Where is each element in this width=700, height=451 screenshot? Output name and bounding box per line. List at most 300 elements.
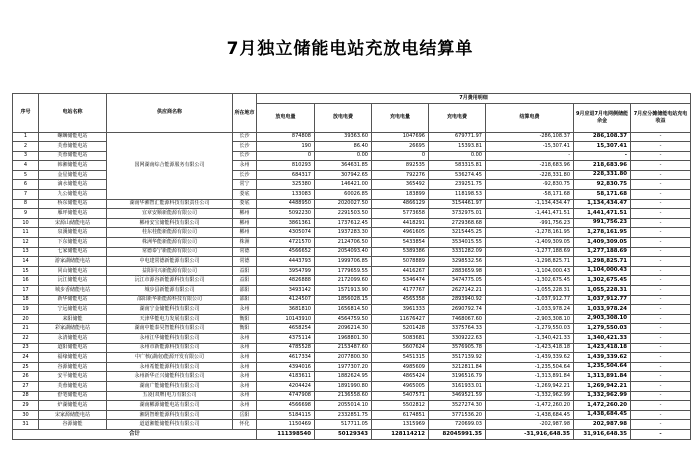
cell-share: - <box>631 333 691 343</box>
cell-station: 宋源山储能电站 <box>39 218 107 228</box>
header-share: 7月应分摊储能电站充电收益 <box>631 103 691 132</box>
cell-share: - <box>631 170 691 180</box>
cell-charge-qty: 5502812 <box>372 401 429 411</box>
cell-charge-qty: 4985609 <box>372 362 429 372</box>
cell-charge-qty: 1047696 <box>372 132 429 142</box>
cell-discharge-qty: 874808 <box>257 132 315 142</box>
cell-share: - <box>631 324 691 334</box>
header-net-fee: 结算电费 <box>486 103 574 132</box>
cell-charge-qty: 5451315 <box>372 353 429 363</box>
header-charge-fee: 充电电费 <box>429 103 486 132</box>
table-row <box>13 333 691 343</box>
cell-share: - <box>631 401 691 411</box>
cell-charge-fee: 3534015.55 <box>429 238 486 248</box>
cell-discharge-fee: 2020027.50 <box>315 199 372 209</box>
cell-seq: 23 <box>13 343 39 353</box>
cell-charge-fee: 2893940.92 <box>429 295 486 305</box>
cell-supplier: 五凌(双牌)电力有限公司 <box>107 391 233 401</box>
cell-net-fee: -1,037,912.77 <box>486 295 574 305</box>
cell-city: 永州 <box>233 333 257 343</box>
cell-city: 永州 <box>233 391 257 401</box>
table-row <box>13 381 691 391</box>
cell-seq: 29 <box>13 401 39 411</box>
cell-charge-qty: 792276 <box>372 170 429 180</box>
cell-station: 同山储能电站 <box>39 266 107 276</box>
cell-seq: 28 <box>13 391 39 401</box>
cell-charge-fee: 2883659.98 <box>429 266 486 276</box>
cell-city: 永州 <box>233 372 257 382</box>
cell-charge-fee: 7468067.60 <box>429 314 486 324</box>
cell-share: - <box>631 180 691 190</box>
cell-net-fee: -1,441,471.51 <box>486 209 574 219</box>
cell-charge-fee: 3375764.33 <box>429 324 486 334</box>
cell-charge-qty: 5083681 <box>372 333 429 343</box>
cell-payable: 228,331.80 <box>574 170 631 180</box>
cell-charge-fee: 3154461.97 <box>429 199 486 209</box>
cell-net-fee: -1,439,339.62 <box>486 353 574 363</box>
cell-supplier: 株洲华能新能源有限公司 <box>107 238 233 248</box>
cell-city: 永州 <box>233 362 257 372</box>
total-label: 合计 <box>13 429 257 439</box>
cell-seq: 19 <box>13 305 39 315</box>
cell-net-fee: -15,307.41 <box>486 142 574 152</box>
table-row <box>13 314 691 324</box>
cell-net-fee: -218,683.96 <box>486 161 574 171</box>
cell-share: - <box>631 286 691 296</box>
cell-supplier: 湖南广能储能科技有限公司 <box>107 381 233 391</box>
cell-charge-fee: 3771536.20 <box>429 410 486 420</box>
cell-net-fee: -991,756.23 <box>486 218 574 228</box>
cell-seq: 13 <box>13 247 39 257</box>
cell-discharge-qty: 4826888 <box>257 276 315 286</box>
cell-charge-qty: 5607624 <box>372 343 429 353</box>
cell-payable: 1,235,504.64 <box>574 362 631 372</box>
table-row <box>13 132 691 142</box>
cell-city: 邵阳 <box>233 286 257 296</box>
cell-seq: 8 <box>13 199 39 209</box>
cell-supplier: 湖南华湘智汇能源科技有限责任公司 <box>107 199 233 209</box>
cell-seq: 20 <box>13 314 39 324</box>
header-city: 所在地市 <box>233 94 257 133</box>
cell-share: - <box>631 151 691 161</box>
cell-share: - <box>631 276 691 286</box>
cell-city: 永州 <box>233 401 257 411</box>
cell-city: 益阳 <box>233 276 257 286</box>
header-seq: 序号 <box>13 94 39 133</box>
cell-discharge-qty: 4566698 <box>257 401 315 411</box>
cell-share: - <box>631 362 691 372</box>
cell-discharge-qty: 4785528 <box>257 343 315 353</box>
cell-station: 游家湖储能电站 <box>39 257 107 267</box>
cell-supplier: 益阳同兴新能源有限公司 <box>107 266 233 276</box>
table-row <box>13 247 691 257</box>
cell-payable: 1,441,471.51 <box>574 209 631 219</box>
cell-seq: 15 <box>13 266 39 276</box>
cell-net-fee: -286,108.37 <box>486 132 574 142</box>
cell-net-fee: -1,313,891.84 <box>486 372 574 382</box>
cell-discharge-qty: 4204424 <box>257 381 315 391</box>
cell-station: 彩家湖储能电站 <box>39 324 107 334</box>
cell-city: 常德 <box>233 257 257 267</box>
cell-share: - <box>631 410 691 420</box>
cell-payable: 1,340,421.33 <box>574 333 631 343</box>
table-row <box>13 218 691 228</box>
cell-discharge-qty: 4566652 <box>257 247 315 257</box>
cell-station: 七家储能电站 <box>39 247 107 257</box>
cell-city: 邵阳 <box>233 295 257 305</box>
cell-supplier: 永州江华储能科技有限公司 <box>107 333 233 343</box>
cell-discharge-fee: 1891990.80 <box>315 381 372 391</box>
cell-station: 炉湖储能电站 <box>39 401 107 411</box>
table-body <box>13 132 691 429</box>
cell-supplier: 中电建常德新能源有限公司 <box>107 257 233 267</box>
cell-city: 娄底 <box>233 199 257 209</box>
header-charge-qty: 充电电量 <box>372 103 429 132</box>
cell-station: 芙蓉储能电站 <box>39 142 107 152</box>
cell-city: 永州 <box>233 305 257 315</box>
cell-charge-qty: 5201428 <box>372 324 429 334</box>
cell-discharge-qty: 3861361 <box>257 218 315 228</box>
cell-net-fee: - <box>486 151 574 161</box>
cell-discharge-qty: 4747908 <box>257 391 315 401</box>
cell-seq: 14 <box>13 257 39 267</box>
table-row <box>13 410 691 420</box>
cell-seq: 30 <box>13 410 39 420</box>
cell-city: 长沙 <box>233 142 257 152</box>
table-row <box>13 391 691 401</box>
table-row <box>13 228 691 238</box>
cell-share: - <box>631 142 691 152</box>
cell-station: 芙蓉储能电站 <box>39 151 107 161</box>
cell-charge-fee: 118198.53 <box>429 190 486 200</box>
cell-net-fee: -1,409,309.05 <box>486 238 574 248</box>
cell-seq: 27 <box>13 381 39 391</box>
cell-discharge-qty: 190 <box>257 142 315 152</box>
cell-share: - <box>631 228 691 238</box>
cell-supplier: 湖南郴源储能电站有限公司 <box>107 401 233 411</box>
cell-payable: 1,409,309.05 <box>574 238 631 248</box>
cell-charge-fee: 2729368.68 <box>429 218 486 228</box>
cell-charge-qty: 5078889 <box>372 257 429 267</box>
cell-seq: 26 <box>13 372 39 382</box>
cell-city: 常德 <box>233 247 257 257</box>
cell-payable: 218,683.96 <box>574 161 631 171</box>
cell-charge-fee: 2690792.74 <box>429 305 486 315</box>
cell-net-fee: -202,987.98 <box>486 420 574 430</box>
cell-station: 沅江储能电站 <box>39 276 107 286</box>
header-supplier: 供应商名称 <box>107 94 233 133</box>
cell-net-fee: -1,302,675.45 <box>486 276 574 286</box>
cell-discharge-fee: 1937283.30 <box>315 228 372 238</box>
cell-seq: 9 <box>13 209 39 219</box>
cell-discharge-fee: 39363.60 <box>315 132 372 142</box>
cell-discharge-qty: 4305074 <box>257 228 315 238</box>
cell-payable: 286,108.37 <box>574 132 631 142</box>
cell-city: 长沙 <box>233 132 257 142</box>
cell-payable: 1,332,962.99 <box>574 391 631 401</box>
cell-seq: 6 <box>13 180 39 190</box>
cell-discharge-fee: 2124706.50 <box>315 238 372 248</box>
cell-payable: 1,037,912.77 <box>574 295 631 305</box>
cell-discharge-fee: 364631.85 <box>315 161 372 171</box>
cell-seq: 12 <box>13 238 39 248</box>
table-row <box>13 343 691 353</box>
cell-charge-qty: 4177767 <box>372 286 429 296</box>
cell-discharge-fee: 307942.65 <box>315 170 372 180</box>
cell-charge-fee: 3732975.01 <box>429 209 486 219</box>
cell-discharge-fee: 2291503.50 <box>315 209 372 219</box>
cell-charge-qty: 5389386 <box>372 247 429 257</box>
cell-discharge-fee: 517711.05 <box>315 420 372 430</box>
cell-discharge-qty: 4443793 <box>257 257 315 267</box>
cell-seq: 5 <box>13 170 39 180</box>
cell-payable: 1,269,942.21 <box>574 381 631 391</box>
cell-station: 新华储能电站 <box>39 295 107 305</box>
cell-charge-fee: 239251.75 <box>429 180 486 190</box>
cell-city: 常宁 <box>233 180 257 190</box>
total-charge-fee: 82045991.35 <box>429 429 486 439</box>
cell-charge-fee: 3474775.05 <box>429 276 486 286</box>
cell-station: 滴水储能电站 <box>39 180 107 190</box>
cell-supplier: 湖南中能泰昊智能科技有限公司 <box>107 324 233 334</box>
cell-city: 益阳 <box>233 266 257 276</box>
cell-discharge-qty: 5092230 <box>257 209 315 219</box>
cell-seq: 10 <box>13 218 39 228</box>
cell-station: 螺蛳储能电站 <box>39 132 107 142</box>
cell-supplier: 郴州安宝储能科技有限公司 <box>107 218 233 228</box>
cell-station: 福缘储能电站 <box>39 353 107 363</box>
cell-net-fee: -1,438,684.45 <box>486 410 574 420</box>
cell-station: 下东储能电站 <box>39 238 107 248</box>
cell-charge-fee: 3215445.25 <box>429 228 486 238</box>
cell-net-fee: -228,331.80 <box>486 170 574 180</box>
cell-supplier: 国网湖南综合能源服务有限公司 <box>107 132 233 199</box>
total-discharge-qty: 111398540 <box>257 429 315 439</box>
cell-seq: 18 <box>13 295 39 305</box>
cell-share: - <box>631 132 691 142</box>
cell-share: - <box>631 314 691 324</box>
cell-charge-qty: 4565358 <box>372 295 429 305</box>
cell-discharge-fee: 146421.00 <box>315 180 372 190</box>
cell-charge-qty: 5346474 <box>372 276 429 286</box>
table-row <box>13 276 691 286</box>
cell-net-fee: -1,235,504.64 <box>486 362 574 372</box>
cell-payable: 15,307.41 <box>574 142 631 152</box>
cell-supplier: 道道湘能储能科技有限公司 <box>107 420 233 430</box>
cell-discharge-qty: 810293 <box>257 161 315 171</box>
settlement-table <box>12 93 691 440</box>
cell-share: - <box>631 238 691 248</box>
page-title: 7月独立储能电站充放电结算单 <box>226 39 474 59</box>
cell-city: 永州 <box>233 381 257 391</box>
cell-payable: 1,033,978.24 <box>574 305 631 315</box>
cell-station: 永清储能电站 <box>39 333 107 343</box>
cell-station: 九公储能电站 <box>39 190 107 200</box>
total-discharge-fee: 50129343 <box>315 429 372 439</box>
cell-share: - <box>631 353 691 363</box>
cell-payable: 1,439,339.62 <box>574 353 631 363</box>
cell-station: 泉溪储能电站 <box>39 228 107 238</box>
cell-charge-fee: 3469521.59 <box>429 391 486 401</box>
cell-supplier: 城步县新能源有限公司 <box>107 286 233 296</box>
cell-seq: 31 <box>13 420 39 430</box>
cell-discharge-fee: 60026.85 <box>315 190 372 200</box>
cell-city: 长沙 <box>233 170 257 180</box>
cell-discharge-qty: 4658254 <box>257 324 315 334</box>
cell-charge-fee: 3212811.84 <box>429 362 486 372</box>
table-row <box>13 305 691 315</box>
table-row <box>13 266 691 276</box>
table-row <box>13 238 691 248</box>
cell-station: 谷源储能 <box>39 420 107 430</box>
cell-station: 雁坪储能电站 <box>39 209 107 219</box>
table-row <box>13 324 691 334</box>
cell-discharge-qty: 325380 <box>257 180 315 190</box>
cell-supplier: 沅江市源谷新能源科技有限公司 <box>107 276 233 286</box>
total-charge-qty: 128114212 <box>372 429 429 439</box>
cell-supplier: 宜章安顺新能源有限公司 <box>107 209 233 219</box>
cell-discharge-fee: 1856028.15 <box>315 295 372 305</box>
cell-discharge-fee: 1999706.85 <box>315 257 372 267</box>
cell-payable: 2,903,308.10 <box>574 314 631 324</box>
cell-net-fee: -1,472,260.20 <box>486 401 574 411</box>
cell-discharge-fee: 2136558.60 <box>315 391 372 401</box>
cell-city: 衡阳 <box>233 324 257 334</box>
cell-charge-qty: 1315969 <box>372 420 429 430</box>
cell-station: 安平储能电站 <box>39 372 107 382</box>
cell-share: - <box>631 295 691 305</box>
cell-charge-qty: 4418291 <box>372 218 429 228</box>
cell-payable: 58,171.68 <box>574 190 631 200</box>
cell-seq: 3 <box>13 151 39 161</box>
cell-city: 永州 <box>233 353 257 363</box>
header-discharge-fee: 放电电费 <box>315 103 372 132</box>
cell-station: 宋家源储能电站 <box>39 410 107 420</box>
cell-charge-qty: 4965005 <box>372 381 429 391</box>
cell-discharge-qty: 10143910 <box>257 314 315 324</box>
cell-charge-qty: 5407571 <box>372 391 429 401</box>
cell-seq: 21 <box>13 324 39 334</box>
cell-supplier: 中广核(湖南)能源开发有限公司 <box>107 353 233 363</box>
cell-station: 韩湘储能电站 <box>39 161 107 171</box>
cell-share: - <box>631 305 691 315</box>
table-row <box>13 372 691 382</box>
cell-share: - <box>631 266 691 276</box>
cell-share: - <box>631 199 691 209</box>
cell-payable: 1,134,434.47 <box>574 199 631 209</box>
cell-charge-qty: 11676427 <box>372 314 429 324</box>
table-row <box>13 401 691 411</box>
cell-discharge-fee: 4564759.50 <box>315 314 372 324</box>
cell-discharge-fee: 1968801.30 <box>315 333 372 343</box>
cell-net-fee: -1,423,418.18 <box>486 343 574 353</box>
total-net-fee: -31,916,648.35 <box>486 429 574 439</box>
cell-discharge-qty: 5184115 <box>257 410 315 420</box>
cell-share: - <box>631 218 691 228</box>
cell-station: 来阳储能 <box>39 314 107 324</box>
cell-charge-qty: 892535 <box>372 161 429 171</box>
cell-discharge-qty: 684317 <box>257 170 315 180</box>
cell-supplier: 永州新华正兴储能科技有限公司 <box>107 372 233 382</box>
cell-discharge-fee: 2077800.30 <box>315 353 372 363</box>
header-station: 电站名称 <box>39 94 107 133</box>
cell-charge-fee: 3331282.09 <box>429 247 486 257</box>
cell-discharge-fee: 1882624.95 <box>315 372 372 382</box>
cell-net-fee: -92,830.75 <box>486 180 574 190</box>
total-share: - <box>631 429 691 439</box>
cell-charge-fee: 536274.45 <box>429 170 486 180</box>
cell-discharge-fee: 1977307.20 <box>315 362 372 372</box>
cell-net-fee: -1,298,825.71 <box>486 257 574 267</box>
table-row <box>13 353 691 363</box>
header-fee-group: 7月费用明细 <box>257 94 691 104</box>
cell-charge-qty: 4416267 <box>372 266 429 276</box>
cell-share: - <box>631 391 691 401</box>
cell-discharge-qty: 4124507 <box>257 295 315 305</box>
cell-seq: 24 <box>13 353 39 363</box>
cell-net-fee: -1,279,550.03 <box>486 324 574 334</box>
cell-supplier: 桂东桂能新能源有限公司 <box>107 228 233 238</box>
cell-city: 郴州 <box>233 218 257 228</box>
cell-net-fee: -1,134,434.47 <box>486 199 574 209</box>
cell-charge-qty: 4866129 <box>372 199 429 209</box>
cell-discharge-fee: 1571913.90 <box>315 286 372 296</box>
cell-share: - <box>631 381 691 391</box>
cell-discharge-qty: 0 <box>257 151 315 161</box>
table-row <box>13 209 691 219</box>
cell-station: 芙蓉储能电站 <box>39 381 107 391</box>
cell-share: - <box>631 420 691 430</box>
cell-seq: 2 <box>13 142 39 152</box>
cell-city: 岳阳 <box>233 410 257 420</box>
cell-payable: 92,830.75 <box>574 180 631 190</box>
cell-discharge-qty: 3681810 <box>257 305 315 315</box>
cell-supplier: 永州希能能源科技有限公司 <box>107 362 233 372</box>
cell-payable: - <box>574 151 631 161</box>
cell-seq: 11 <box>13 228 39 238</box>
table-row <box>13 362 691 372</box>
cell-seq: 25 <box>13 362 39 372</box>
cell-seq: 22 <box>13 333 39 343</box>
cell-city: 永州 <box>233 343 257 353</box>
cell-seq: 4 <box>13 161 39 171</box>
cell-payable: 1,298,825.71 <box>574 257 631 267</box>
table-header-group-row <box>13 94 691 104</box>
cell-charge-qty: 26695 <box>372 142 429 152</box>
cell-discharge-qty: 1150469 <box>257 420 315 430</box>
cell-discharge-fee: 0.00 <box>315 151 372 161</box>
cell-station: 城步香储能电站 <box>39 286 107 296</box>
cell-charge-qty: 5433854 <box>372 238 429 248</box>
cell-charge-qty: 3961333 <box>372 305 429 315</box>
cell-charge-fee: 3161933.01 <box>429 381 486 391</box>
cell-discharge-fee: 2332851.75 <box>315 410 372 420</box>
cell-supplier: 永州市新能源科技有限公司 <box>107 343 233 353</box>
cell-station: 舒笔储能电站 <box>39 391 107 401</box>
cell-charge-fee: 3196516.79 <box>429 372 486 382</box>
cell-charge-qty: 183899 <box>372 190 429 200</box>
cell-station: 谷源储能电站 <box>39 362 107 372</box>
cell-net-fee: -1,055,228.31 <box>486 286 574 296</box>
cell-charge-fee: 3517139.92 <box>429 353 486 363</box>
cell-supplier: 湖南宁金储能科技有限公司 <box>107 305 233 315</box>
cell-city: 永州 <box>233 161 257 171</box>
cell-discharge-qty: 4394016 <box>257 362 315 372</box>
cell-share: - <box>631 257 691 267</box>
header-discharge-qty: 放电电量 <box>257 103 315 132</box>
cell-share: - <box>631 343 691 353</box>
cell-share: - <box>631 247 691 257</box>
